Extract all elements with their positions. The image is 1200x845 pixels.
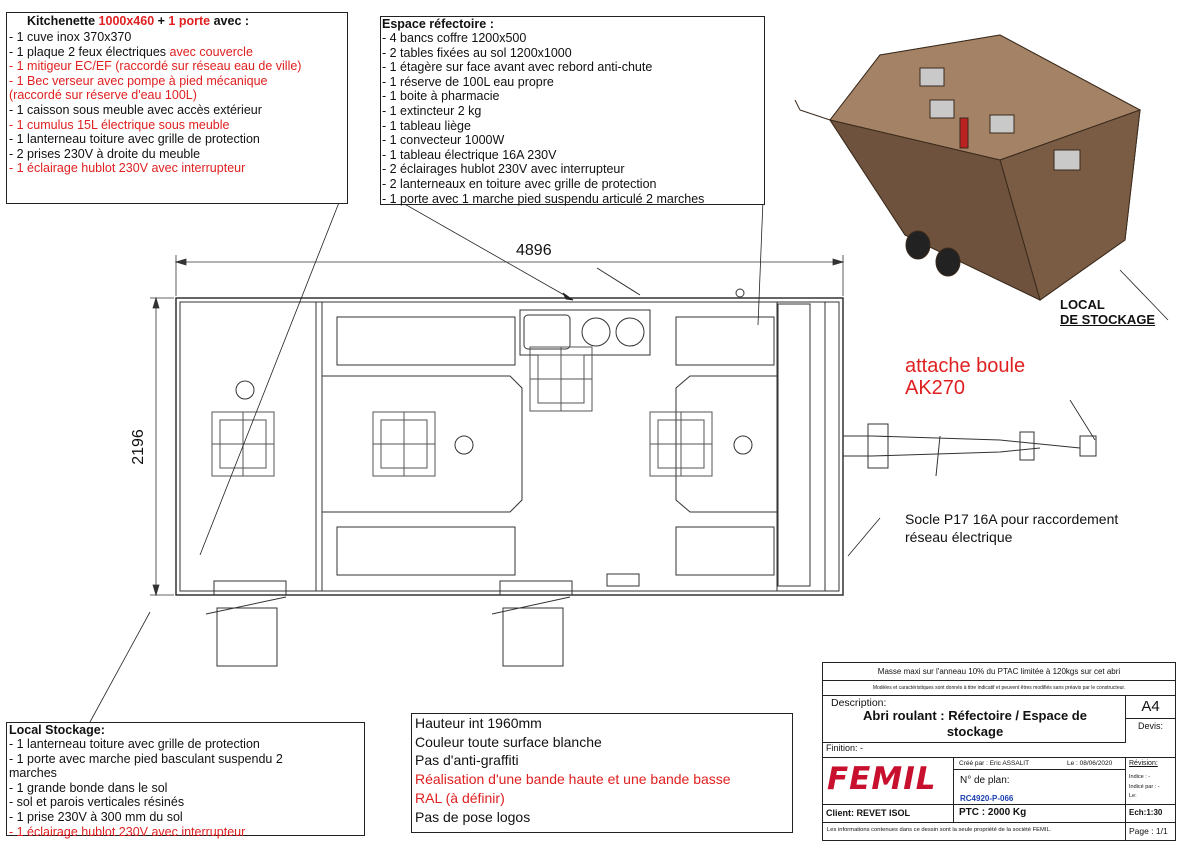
storage-line: - 1 grande bonde dans le sol [9,780,168,795]
spec-line: Hauteur int 1960mm [415,715,542,731]
divider [823,804,1175,805]
refectory-title: Espace réfectoire : [382,17,494,31]
indice: Indice : - [1129,774,1151,780]
description-cell [823,696,1126,743]
storage-line: - 1 prise 230V à 300 mm du sol [9,809,183,824]
kitchen-line: - 1 mitigeur EC/EF (raccordé sur réseau eau de ville) [9,59,302,74]
dimension-width: 4896 [516,242,552,259]
storage-line: - sol et parois verticales résinés [9,795,185,810]
kitchenette-title: Kitchenette 1000x460 + 1 porte avec : [27,14,250,28]
kitchen-line: (raccordé sur réserve d'eau 100L) [9,88,197,103]
spec-line: Couleur toute surface blanche [415,733,602,750]
description-label: Description: [831,697,887,709]
spec-line: Réalisation d'une bande haute et une bande basse [415,771,731,788]
storage-line: marches [9,766,57,781]
refectory-line: - 1 étagère sur face avant avec rebord anti-chute [382,60,653,75]
storage-title: Local Stockage: [9,723,105,737]
client: Client: REVET ISOL [826,808,911,818]
scale: Ech:1:30 [1129,808,1163,817]
page-number: Page : 1/1 [1129,826,1168,836]
divider [1125,757,1126,804]
kitchen-line: - 1 cumulus 15L électrique sous meuble [9,117,230,132]
plan-label: N° de plan: [960,775,1010,786]
kitchen-line: - 1 Bec verseur avec pompe à pied mécanique [9,73,268,88]
revision-label: Révision: [1129,760,1158,767]
dimension-lines [150,255,843,595]
refectory-line: - 1 boite à pharmacie [382,89,500,104]
refectory-line: - 1 porte avec 1 marche pied suspendu articulé 2 marches [382,191,705,206]
ptc: PTC : 2000 Kg [959,807,1027,818]
indice-par: Indicé par : - [1129,784,1160,790]
trailer-3d-view [795,35,1140,300]
refectory-line: - 1 réserve de 100L eau propre [382,74,554,89]
refectory-line: - 2 lanterneaux en toiture avec grille de protection [382,176,657,191]
spec-line: Pas d'anti-graffiti [415,752,519,769]
dimension-height: 2196 [129,429,147,465]
divider [953,769,1125,770]
indice-le: Le: [1129,793,1137,799]
created-by: Créé par : Eric ASSALIT [959,760,1030,767]
kitchen-line: - 1 caisson sous meuble avec accès extérieur [9,102,262,117]
divider [953,804,954,822]
storage-line: - 1 éclairage hublot 230V avec interrupteur [9,824,246,839]
hitch-annotation: attache boule AK270 [905,355,1026,399]
created-date: Le : 08/06/2020 [1067,760,1113,767]
kitchen-line: - 1 plaque 2 feux électriques avec couvercle [9,44,253,59]
socket-annotation: Socle P17 16A pour raccordement réseau électrique [905,511,1119,545]
spec-line: RAL (à définir) [415,789,505,806]
refectory-spec-box [380,16,765,205]
divider [823,757,1175,758]
devis-cell: Devis: [1137,721,1163,731]
kitchen-line: - 2 prises 230V à droite du meuble [9,146,201,161]
kitchenette-spec-box [6,12,348,204]
format-cell: A4 [1126,696,1175,719]
description-text: Abri roulant : Réfectoire / Espace de stockage [863,708,1087,739]
refectory-line: - 1 tableau électrique 16A 230V [382,147,557,162]
title-block [822,662,1176,841]
refectory-line: - 4 bancs coffre 1200x500 [382,31,527,45]
footer-note: Les informations contenues dans ce dessin sont la seule propriété de la société FEMIL. [827,827,1052,833]
plan-number: RC4920-P-066 [960,794,1014,803]
finition-text: Finition: - [826,743,864,753]
femil-logo: FEMIL [827,761,937,797]
divider [953,757,954,804]
storage-line: - 1 porte avec marche pied basculant suspendu 2 [9,751,283,766]
kitchen-line: - 1 éclairage hublot 230V avec interrupteur [9,161,246,176]
storage-spec-box [6,722,365,839]
storage-label: LOCAL DE STOCKAGE [1060,297,1156,327]
kitchen-line: - 1 cuve inox 370x370 [9,30,132,44]
refectory-line: - 1 tableau liège [382,118,471,133]
refectory-line: - 2 éclairages hublot 230V avec interrupteur [382,162,625,177]
title-note-mass: Masse maxi sur l'anneau 10% du PTAC limitée à 120kgs sur cet abri [823,663,1175,681]
floor-plan [176,268,1096,666]
general-specs-box [411,713,793,833]
refectory-line: - 1 extincteur 2 kg [382,103,482,118]
spec-line: Pas de pose logos [415,808,531,825]
kitchen-line: - 1 lanterneau toiture avec grille de protection [9,132,260,147]
divider [823,822,1175,823]
refectory-line: - 1 convecteur 1000W [382,133,505,148]
title-note-disclaimer: Modèles et caractéristiques sont donnés à titre indicatif et peuvent êtres modifiés sans préavis par le constructeur. [823,681,1175,696]
storage-line: - 1 lanterneau toiture avec grille de protection [9,737,260,751]
refectory-line: - 2 tables fixées au sol 1200x1000 [382,45,572,60]
